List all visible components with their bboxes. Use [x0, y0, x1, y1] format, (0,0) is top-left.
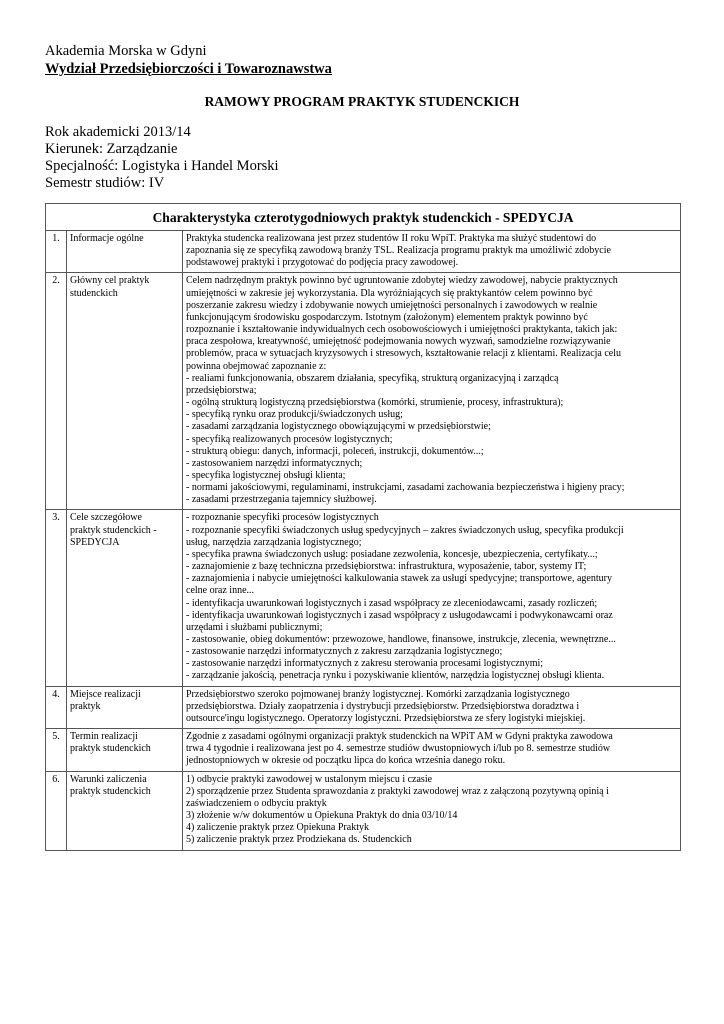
row-number: 1. [46, 231, 67, 273]
academic-year: Rok akademicki 2013/14 [45, 124, 191, 140]
content-line: 3) złożenie w/w dokumentów u Opiekuna Praktyk do dnia 03/10/14 [186, 810, 458, 822]
content-line: umiejętności w zakresie jej wykorzystania. Dla wyróżniających się praktykantów celem powinno być [186, 287, 593, 299]
content-line: - strukturą obiegu: danych, informacji, poleceń, instrukcji, dokumentów...; [186, 445, 484, 457]
content-line: - rozpoznanie specyfiki procesów logistycznych [186, 512, 379, 524]
row-label-line: praktyk [70, 700, 101, 712]
content-line: trwa 4 tygodnie i realizowana jest po 4. semestrze studiów dwustopniowych i/lub po 8. semestrze studiów [186, 743, 611, 755]
row-number: 2. [46, 273, 67, 510]
document-title: RAMOWY PROGRAM PRAKTYK STUDENCKICH [204, 94, 520, 109]
content-line: problemów, praca w sytuacjach kryzysowych i stresowych, kształtowanie relacji z klientami. Realizacja celu [186, 348, 622, 360]
row-label-line: studenckich [70, 287, 118, 299]
row-label-line: Cele szczegółowe [70, 512, 142, 524]
content-line: praca zespołowa, kreatywność, umiejętność podejmowania nowych wyzwań, samodzielne rozwiązywanie [186, 336, 611, 348]
content-line: 4) zaliczenie praktyk przez Opiekuna Praktyk [186, 822, 369, 834]
content-line: - specyfika logistycznej obsługi klienta; [186, 469, 346, 481]
table-row [46, 273, 681, 510]
content-line: celne oraz inne... [186, 585, 255, 597]
content-line: - zarządzanie jakością, penetracja rynku i pozyskiwanie klientów, narzędzia logistycznej obsługi klienta. [186, 670, 605, 682]
row-label-line: Warunki zaliczenia [70, 773, 147, 785]
table-row [46, 231, 681, 273]
row-label [67, 686, 183, 728]
content-line: przedsiębiorstwa. Działy zaopatrzenia i dystrybucji przedsiębiorstw. Przedsiębiorstwa doradztwa i [186, 700, 580, 712]
content-line: podstawowej praktyki i przygotować do podjęcia pracy zawodowej. [186, 257, 459, 269]
content-line: powinna obejmować zapoznanie z: [186, 360, 327, 372]
content-line: - identyfikacja uwarunkowań logistycznych i zasad współpracy ze zleceniodawcami, zasady rozliczeń; [186, 597, 598, 609]
row-number: 6. [46, 771, 67, 850]
table-heading-row [46, 204, 681, 231]
row-content [183, 273, 681, 510]
content-line: jednostopniowych w okresie od początku lipca do końca września danego roku. [186, 755, 506, 767]
row-label-line: Termin realizacji [70, 731, 138, 743]
content-line: urzędami i służbami publicznymi; [186, 621, 323, 633]
content-line: - zastosowanie narzędzi informatycznych z zakresu zarządzania logistycznego; [186, 646, 503, 658]
row-label [67, 729, 183, 771]
table-heading: Charakterystyka czterotygodniowych praktyk studenckich - SPEDYCJA [46, 204, 681, 231]
semester: Semestr studiów: IV [45, 175, 165, 191]
content-line: poszerzanie zakresu wiedzy i zdobywanie nowych umiejętności personalnych i zawodowych w realnie [186, 299, 598, 311]
row-content [183, 686, 681, 728]
content-line: - rozpoznanie specyfiki świadczonych usług spedycyjnych – zakres świadczonych usług, specyfika produkcji [186, 524, 624, 536]
row-label [67, 273, 183, 510]
row-label-line: Miejsce realizacji [70, 688, 141, 700]
specialty: Specjalność: Logistyka i Handel Morski [45, 158, 279, 174]
content-line: - zaznajomienie z bazę techniczna przedsiębiorstwa: infrastruktura, wyposażenie, tabor, systemy IT; [186, 561, 587, 573]
content-line: 5) zaliczenie praktyk przez Prodziekana ds. Studenckich [186, 834, 412, 846]
row-label [67, 771, 183, 850]
row-label-line: Informacje ogólne [70, 233, 144, 244]
row-content [183, 771, 681, 850]
row-label-line: SPEDYCJA [70, 536, 120, 548]
content-line: usług, narzędzia zarządzania logistycznego; [186, 536, 362, 548]
content-line: - ogólną strukturą logistyczną przedsiębiorstwa (komórki, strumienie, procesy, infrastruktura); [186, 397, 564, 409]
field-of-study: Kierunek: Zarządzanie [45, 141, 178, 157]
content-line: - specyfiką realizowanych procesów logistycznych; [186, 433, 393, 445]
content-line: - zaznajomienia i nabycie umiejętności kalkulowania stawek za usługi spedycyjne; transportowe, agentury [186, 573, 612, 585]
content-line: Zgodnie z zasadami ogólnymi organizacji praktyk studenckich na WPiT AM w Gdyni praktyka zawodowa [186, 731, 613, 743]
row-number: 3. [46, 510, 67, 686]
row-content [183, 729, 681, 771]
content-line: - zasadami przestrzegania tajemnicy służbowej. [186, 494, 377, 506]
content-line: przedsiębiorstwa; [186, 384, 257, 396]
content-line: - zastosowanie narzędzi informatycznych z zakresu sterowania procesami logistycznymi; [186, 658, 544, 670]
table-row [46, 510, 681, 686]
row-label-line: praktyk studenckich [70, 743, 151, 755]
row-content [183, 510, 681, 686]
content-line: Celem nadrzędnym praktyk powinno być ugruntowanie zdobytej wiedzy zawodowej, nabycie praktycznych [186, 275, 618, 287]
faculty-name: Wydział Przedsiębiorczości i Towaroznawstwa [45, 61, 332, 77]
row-label-line: praktyk studenckich - [70, 524, 157, 536]
row-content [183, 231, 681, 273]
row-label [67, 510, 183, 686]
content-line: - zastosowanie, obieg dokumentów: przewozowe, handlowe, finansowe, instrukcje, zlecenia, wewnętrzne... [186, 634, 616, 645]
academy-name: Akademia Morska w Gdyni [45, 43, 207, 59]
content-line: 2) sporządzenie przez Studenta sprawozdania z praktyki zawodowej wraz z załączoną pozytywną opinią i [186, 785, 609, 797]
content-line: - realiami funkcjonowania, obszarem działania, specyfiką, strukturą organizacyjną i zarządcą [186, 372, 559, 384]
content-line: - normami jakościowymi, regulaminami, instrukcjami, zasadami zachowania bezpieczeństwa i higieny pracy; [186, 482, 625, 494]
table-row [46, 771, 681, 850]
content-line: - identyfikacja uwarunkowań logistycznych i zasad współpracy z usługodawcami i podwykonawcami oraz [186, 609, 613, 621]
content-line: Praktyka studencka realizowana jest przez studentów II roku WpiT. Praktyka ma służyć studentowi do [186, 233, 597, 244]
content-line: - specyfiką rynku oraz produkcji/świadczonych usług; [186, 409, 403, 421]
program-table [45, 203, 681, 851]
row-label-line: Główny cel praktyk [70, 275, 150, 287]
content-line: - zastosowaniem narzędzi informatycznych; [186, 457, 363, 469]
row-label [67, 231, 183, 273]
table-row [46, 686, 681, 728]
row-number: 4. [46, 686, 67, 728]
row-label-line: praktyk studenckich [70, 785, 151, 797]
table-row [46, 729, 681, 771]
content-line: funkcjonującym środowisku gospodarczym. Istotnym (założonym) elementem praktyk powinno być [186, 311, 588, 323]
content-line: zapoznania się ze specyfiką zawodową branży TSL. Realizacja programu praktyk ma umożliwić zdobycie [186, 245, 611, 257]
content-line: Przedsiębiorstwo szeroko pojmowanej branży logistycznej. Komórki zarządzania logistycznego [186, 688, 570, 700]
content-line: zaświadczeniem o odbyciu praktyk [186, 797, 327, 809]
content-line: outsource'ingu logistycznego. Operatorzy logistyczni. Przedsiębiorstwa ze sfery logistyki miejskiej. [186, 712, 586, 724]
row-number: 5. [46, 729, 67, 771]
content-line: rozpoznanie i kształtowanie indywidualnych cech osobowościowych i umiejętności praktykanta, takich jak: [186, 324, 618, 336]
content-line: 1) odbycie praktyki zawodowej w ustalonym miejscu i czasie [186, 773, 433, 785]
content-line: - specyfika prawna świadczonych usług: posiadane zezwolenia, koncesje, ubezpieczenia, certyfikaty...; [186, 548, 598, 560]
content-line: - zasadami zarządzania logistycznego obowiązującymi w przedsiębiorstwie; [186, 421, 491, 433]
